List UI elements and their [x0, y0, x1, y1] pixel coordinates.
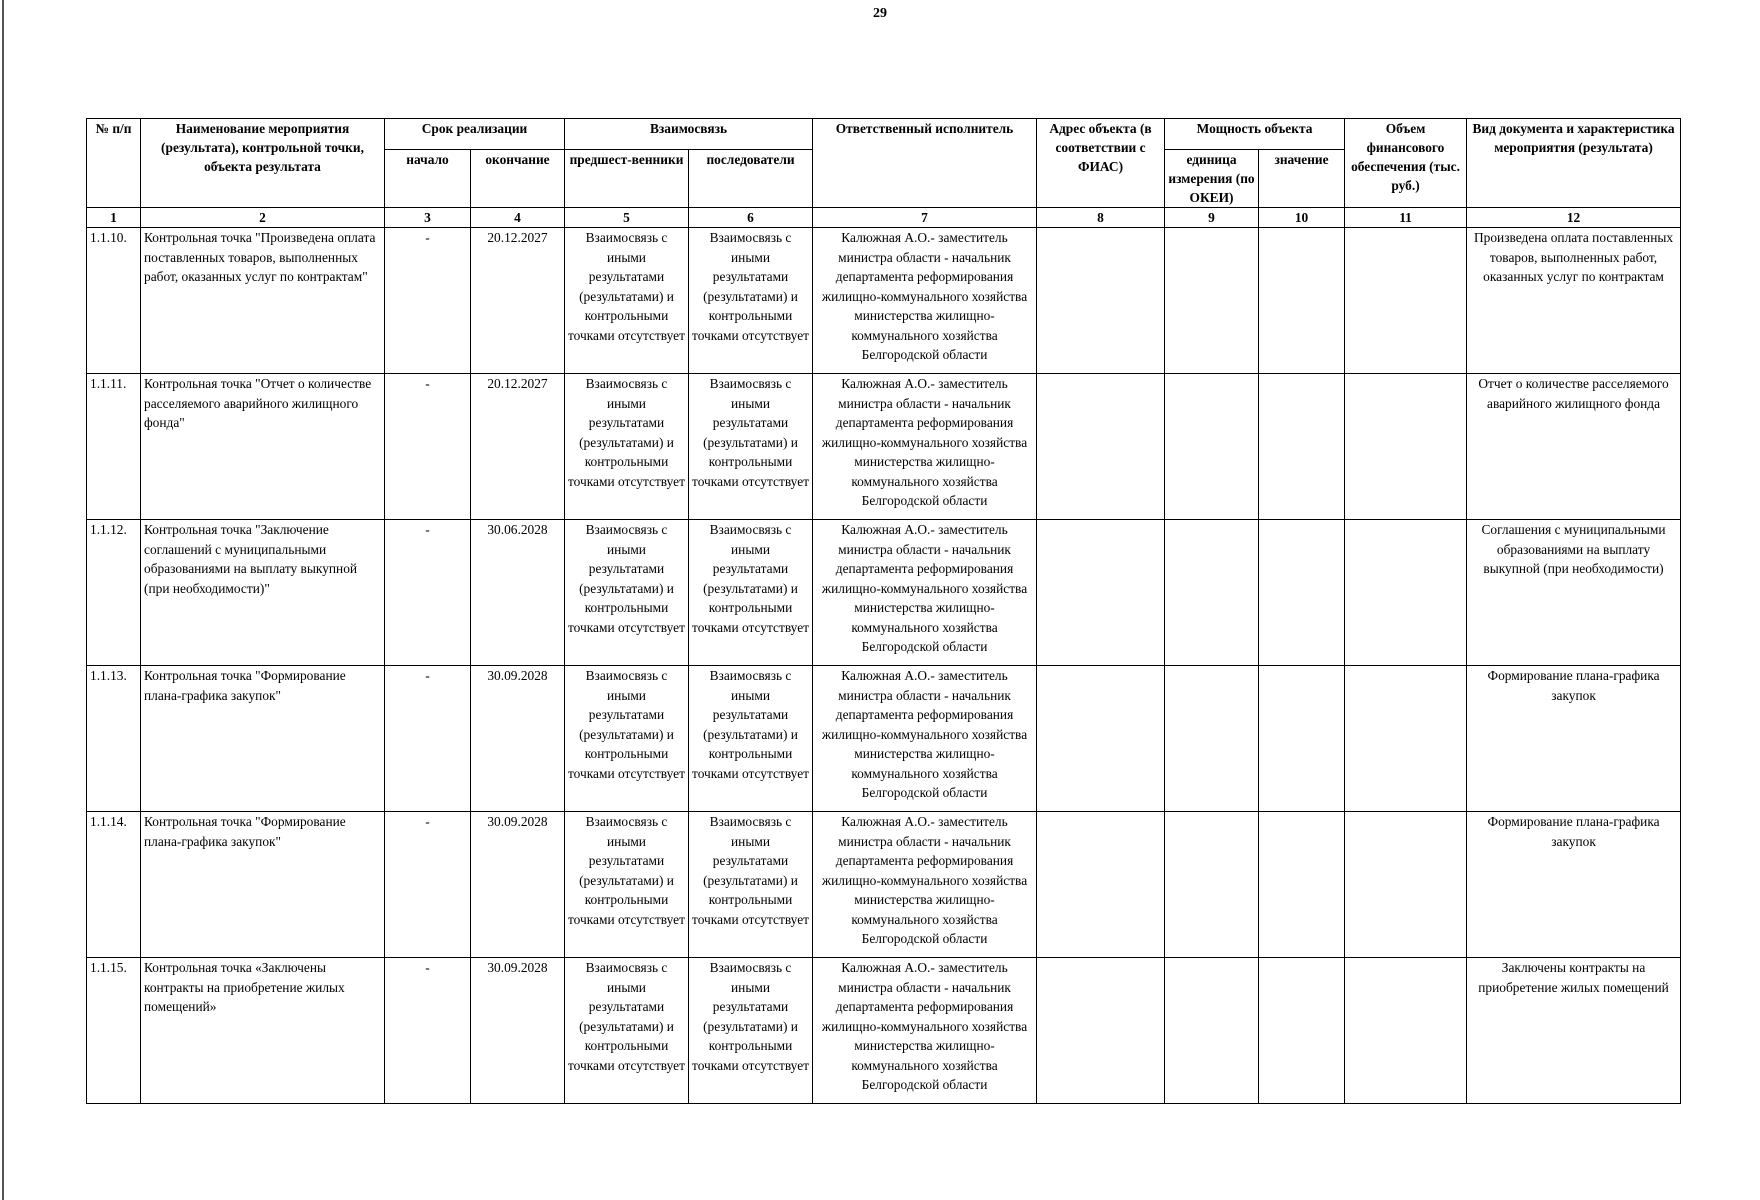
- row-executor: Калюжная А.О.- заместитель министра области - начальник департамента реформирования жилищно-коммунального хозяйства министерства жилищно-коммунального хозяйства Белгородской области: [813, 958, 1037, 1104]
- row-predecessors: Взаимосвязь с иными результатами (результатами) и контрольными точками отсутствует: [565, 812, 689, 958]
- row-number: 1.1.10.: [87, 228, 141, 374]
- row-start: -: [385, 520, 471, 666]
- column-number: 7: [813, 208, 1037, 228]
- header-row: [87, 119, 1681, 150]
- row-unit: [1165, 958, 1259, 1104]
- row-document: Формирование плана-графика закупок: [1467, 812, 1681, 958]
- header-cap-unit: единица измерения (по ОКЕИ): [1165, 150, 1259, 208]
- row-predecessors: Взаимосвязь с иными результатами (результатами) и контрольными точками отсутствует: [565, 374, 689, 520]
- page-number: 29: [873, 6, 887, 21]
- row-document: Отчет о количестве расселяемого аварийного жилищного фонда: [1467, 374, 1681, 520]
- table-row: [87, 666, 1681, 812]
- column-number: 10: [1259, 208, 1345, 228]
- row-successors: Взаимосвязь с иными результатами (результатами) и контрольными точками отсутствует: [689, 374, 813, 520]
- column-number: 11: [1345, 208, 1467, 228]
- row-successors: Взаимосвязь с иными результатами (результатами) и контрольными точками отсутствует: [689, 958, 813, 1104]
- row-predecessors: Взаимосвязь с иными результатами (результатами) и контрольными точками отсутствует: [565, 666, 689, 812]
- column-number: 2: [141, 208, 385, 228]
- row-end: 30.09.2028: [471, 958, 565, 1104]
- row-predecessors: Взаимосвязь с иными результатами (результатами) и контрольными точками отсутствует: [565, 958, 689, 1104]
- row-executor: Калюжная А.О.- заместитель министра области - начальник департамента реформирования жилищно-коммунального хозяйства министерства жилищно-коммунального хозяйства Белгородской области: [813, 228, 1037, 374]
- column-number-row: [87, 208, 1681, 228]
- row-start: -: [385, 812, 471, 958]
- header-link-succ: последователи: [689, 150, 813, 208]
- row-number: 1.1.14.: [87, 812, 141, 958]
- header-name: Наименование мероприятия (результата), контрольной точки, объекта результата: [141, 119, 385, 208]
- header-link: Взаимосвязь: [565, 119, 813, 150]
- row-executor: Калюжная А.О.- заместитель министра области - начальник департамента реформирования жилищно-коммунального хозяйства министерства жилищно-коммунального хозяйства Белгородской области: [813, 812, 1037, 958]
- column-number: 5: [565, 208, 689, 228]
- row-finance: [1345, 812, 1467, 958]
- row-address: [1037, 812, 1165, 958]
- row-predecessors: Взаимосвязь с иными результатами (результатами) и контрольными точками отсутствует: [565, 520, 689, 666]
- column-number: 6: [689, 208, 813, 228]
- row-end: 30.09.2028: [471, 666, 565, 812]
- row-value: [1259, 520, 1345, 666]
- row-successors: Взаимосвязь с иными результатами (результатами) и контрольными точками отсутствует: [689, 520, 813, 666]
- row-finance: [1345, 374, 1467, 520]
- row-number: 1.1.15.: [87, 958, 141, 1104]
- row-name: Контрольная точка "Формирование плана-графика закупок": [141, 812, 385, 958]
- row-address: [1037, 520, 1165, 666]
- row-start: -: [385, 666, 471, 812]
- row-executor: Калюжная А.О.- заместитель министра области - начальник департамента реформирования жилищно-коммунального хозяйства министерства жилищно-коммунального хозяйства Белгородской области: [813, 374, 1037, 520]
- row-successors: Взаимосвязь с иными результатами (результатами) и контрольными точками отсутствует: [689, 666, 813, 812]
- table-row: [87, 812, 1681, 958]
- row-unit: [1165, 374, 1259, 520]
- row-predecessors: Взаимосвязь с иными результатами (результатами) и контрольными точками отсутствует: [565, 228, 689, 374]
- row-end: 20.12.2027: [471, 374, 565, 520]
- row-value: [1259, 812, 1345, 958]
- header-finance: Объем финансового обеспечения (тыс. руб.): [1345, 119, 1467, 208]
- column-number: 3: [385, 208, 471, 228]
- row-document: Заключены контракты на приобретение жилых помещений: [1467, 958, 1681, 1104]
- row-finance: [1345, 958, 1467, 1104]
- header-capacity: Мощность объекта: [1165, 119, 1345, 150]
- row-unit: [1165, 812, 1259, 958]
- row-value: [1259, 666, 1345, 812]
- row-end: 30.09.2028: [471, 812, 565, 958]
- row-number: 1.1.13.: [87, 666, 141, 812]
- row-start: -: [385, 228, 471, 374]
- row-end: 30.06.2028: [471, 520, 565, 666]
- row-name: Контрольная точка "Произведена оплата поставленных товаров, выполненных работ, оказанных услуг по контрактам": [141, 228, 385, 374]
- header-address: Адрес объекта (в соответствии с ФИАС): [1037, 119, 1165, 208]
- row-successors: Взаимосвязь с иными результатами (результатами) и контрольными точками отсутствует: [689, 228, 813, 374]
- column-number: 4: [471, 208, 565, 228]
- row-unit: [1165, 666, 1259, 812]
- header-period-end: окончание: [471, 150, 565, 208]
- row-document: Соглашения с муниципальными образованиями на выплату выкупной (при необходимости): [1467, 520, 1681, 666]
- row-address: [1037, 666, 1165, 812]
- implementation-plan-table: [86, 118, 1681, 1104]
- row-number: 1.1.12.: [87, 520, 141, 666]
- header-period: Срок реализации: [385, 119, 565, 150]
- row-successors: Взаимосвязь с иными результатами (результатами) и контрольными точками отсутствует: [689, 812, 813, 958]
- table-row: [87, 374, 1681, 520]
- table-row: [87, 958, 1681, 1104]
- row-value: [1259, 374, 1345, 520]
- row-finance: [1345, 228, 1467, 374]
- row-name: Контрольная точка "Формирование плана-графика закупок": [141, 666, 385, 812]
- row-number: 1.1.11.: [87, 374, 141, 520]
- table-row: [87, 520, 1681, 666]
- row-executor: Калюжная А.О.- заместитель министра области - начальник департамента реформирования жилищно-коммунального хозяйства министерства жилищно-коммунального хозяйства Белгородской области: [813, 520, 1037, 666]
- header-period-start: начало: [385, 150, 471, 208]
- table-row: [87, 228, 1681, 374]
- row-finance: [1345, 520, 1467, 666]
- row-document: Формирование плана-графика закупок: [1467, 666, 1681, 812]
- row-start: -: [385, 958, 471, 1104]
- row-value: [1259, 958, 1345, 1104]
- row-end: 20.12.2027: [471, 228, 565, 374]
- header-doc: Вид документа и характеристика мероприятия (результата): [1467, 119, 1681, 208]
- row-name: Контрольная точка "Отчет о количестве расселяемого аварийного жилищного фонда": [141, 374, 385, 520]
- column-number: 9: [1165, 208, 1259, 228]
- header-exec: Ответственный исполнитель: [813, 119, 1037, 208]
- header-cap-value: значение: [1259, 150, 1345, 208]
- row-address: [1037, 228, 1165, 374]
- row-unit: [1165, 228, 1259, 374]
- row-address: [1037, 374, 1165, 520]
- row-finance: [1345, 666, 1467, 812]
- row-address: [1037, 958, 1165, 1104]
- column-number: 1: [87, 208, 141, 228]
- column-number: 12: [1467, 208, 1681, 228]
- row-value: [1259, 228, 1345, 374]
- row-name: Контрольная точка «Заключены контракты на приобретение жилых помещений»: [141, 958, 385, 1104]
- row-unit: [1165, 520, 1259, 666]
- header-num: № п/п: [87, 119, 141, 208]
- page-left-edge-line: [2, 0, 4, 1200]
- row-name: Контрольная точка "Заключение соглашений с муниципальными образованиями на выплату выкупной (при необходимости)": [141, 520, 385, 666]
- column-number: 8: [1037, 208, 1165, 228]
- row-document: Произведена оплата поставленных товаров, выполненных работ, оказанных услуг по контрактам: [1467, 228, 1681, 374]
- row-start: -: [385, 374, 471, 520]
- header-link-pred: предшест-венники: [565, 150, 689, 208]
- row-executor: Калюжная А.О.- заместитель министра области - начальник департамента реформирования жилищно-коммунального хозяйства министерства жилищно-коммунального хозяйства Белгородской области: [813, 666, 1037, 812]
